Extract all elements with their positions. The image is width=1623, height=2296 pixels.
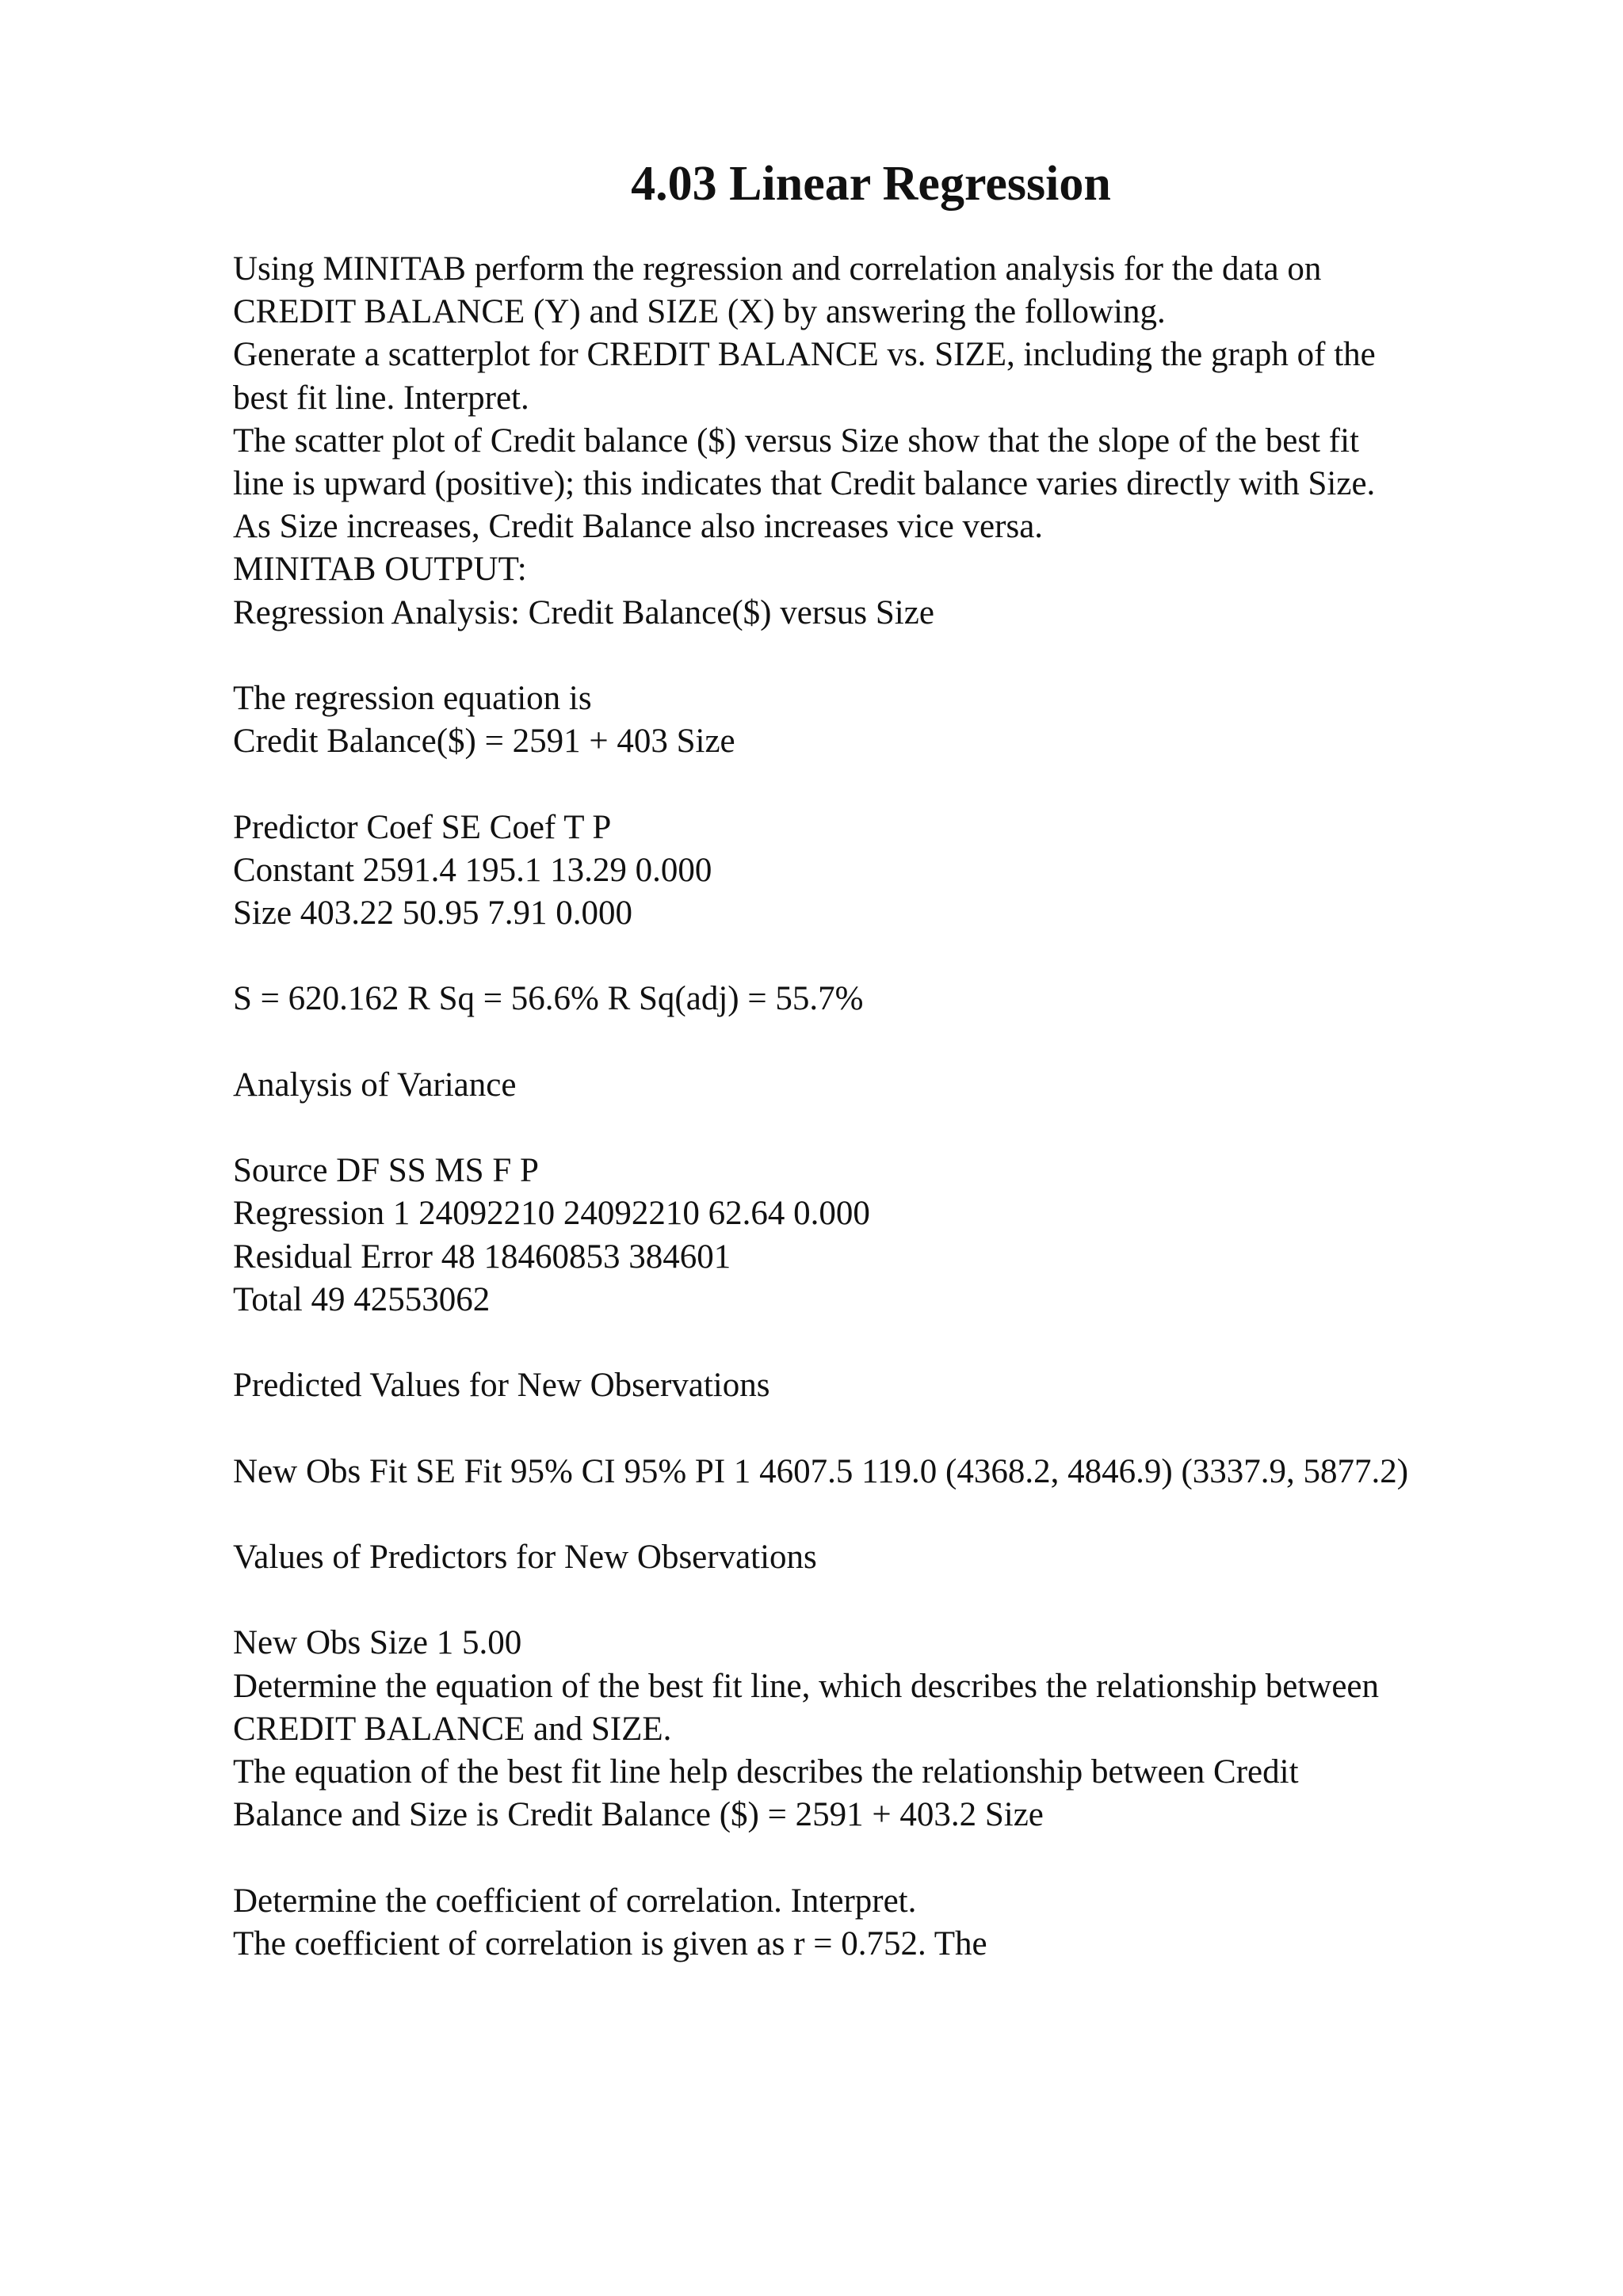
text-line-7: As Size increases, Credit Balance also increases vice versa. [233,508,1044,546]
text-line-3: Generate a scatterplot for CREDIT BALANCE vs. SIZE, including the graph of the [233,336,1376,374]
blank-line [233,1021,1596,1064]
text-line-6: line is upward (positive); this indicates that Credit balance varies directly with Size. [233,465,1376,503]
blank-line [233,1579,1596,1622]
text-line-5: The scatter plot of Credit balance ($) versus Size show that the slope of the best fit [233,421,1359,460]
blank-line [233,763,1596,806]
text-line-20: Analysis of Variance [233,1066,517,1104]
text-line-33: New Obs Size 1 5.00 [233,1624,522,1662]
blank-line [233,1836,1596,1879]
text-line-15: Constant 2591.4 195.1 13.29 0.000 [233,851,712,889]
text-line-8: MINITAB OUTPUT: [233,551,527,589]
blank-line [233,1107,1596,1150]
text-line-39: Determine the coefficient of correlation. Interpret. [233,1882,917,1920]
text-line-18: S = 620.162 R Sq = 56.6% R Sq(adj) = 55.7% [233,980,864,1018]
text-line-14: Predictor Coef SE Coef T P [233,808,612,846]
blank-line [233,635,1596,677]
text-line-36: The equation of the best fit line help describes the relationship between Credit [233,1753,1299,1791]
text-line-16: Size 403.22 50.95 7.91 0.000 [233,894,633,933]
text-line-27: Predicted Values for New Observations [233,1367,770,1405]
text-line-31: Values of Predictors for New Observations [233,1538,817,1576]
text-line-2: CREDIT BALANCE (Y) and SIZE (X) by answering the following. [233,293,1166,331]
text-line-12: Credit Balance($) = 2591 + 403 Size [233,723,735,761]
blank-line [233,1493,1596,1536]
document-body [233,248,1596,1966]
text-line-4: best fit line. Interpret. [233,379,529,417]
text-line-11: The regression equation is [233,680,592,718]
text-line-37: Balance and Size is Credit Balance ($) = 2591 + 403.2 Size [233,1796,1044,1834]
text-line-34: Determine the equation of the best fit line, which describes the relationship between [233,1667,1380,1705]
blank-line [233,1407,1596,1450]
text-line-25: Total 49 42553062 [233,1280,491,1318]
text-line-1: Using MINITAB perform the regression and correlation analysis for the data on [233,250,1322,288]
text-line-40: The coefficient of correlation is given as r = 0.752. The [233,1924,987,1962]
text-line-23: Regression 1 24092210 24092210 62.64 0.000 [233,1195,870,1233]
text-line-29: New Obs Fit SE Fit 95% CI 95% PI 1 4607.5 119.0 (4368.2, 4846.9) (3337.9, 5877.2) [233,1452,1409,1490]
text-line-9: Regression Analysis: Credit Balance($) versus Size [233,593,934,631]
text-line-35: CREDIT BALANCE and SIZE. [233,1710,672,1748]
blank-line [233,1322,1596,1364]
text-line-24: Residual Error 48 18460853 384601 [233,1238,731,1276]
blank-line [233,935,1596,978]
text-line-22: Source DF SS MS F P [233,1152,539,1190]
document-title: 4.03 Linear Regression [631,157,1111,211]
